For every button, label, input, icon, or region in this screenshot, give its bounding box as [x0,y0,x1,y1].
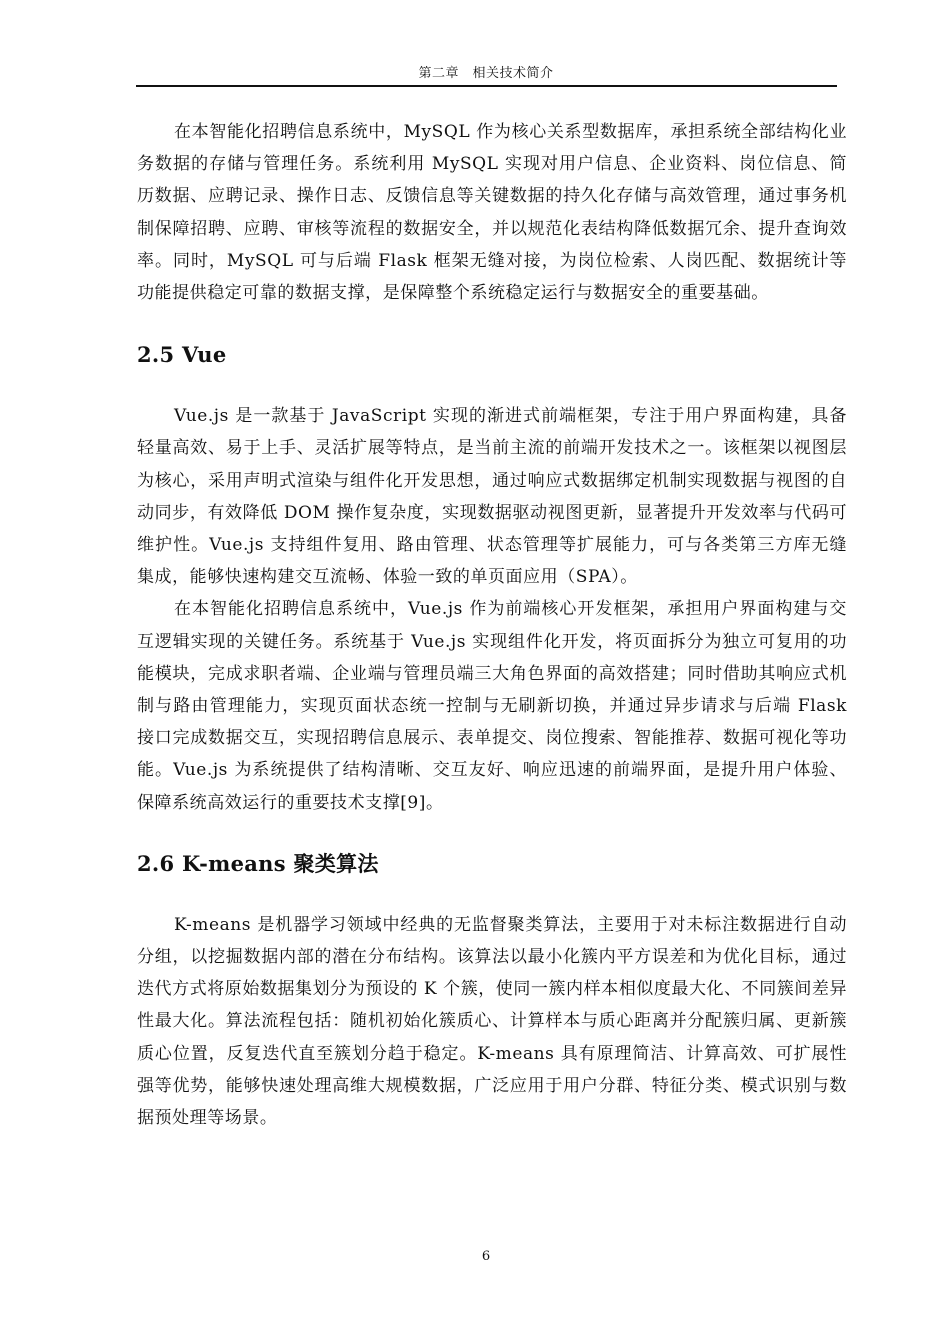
header-rule [136,85,837,87]
section-heading-kmeans: 2.6 K-means 聚类算法 [137,850,379,876]
section-heading-vue: 2.5 Vue [137,342,227,368]
page-body [137,116,847,1134]
running-header: 第二章 相关技术简介 [418,66,554,81]
page-number: 6 [481,1249,491,1264]
paragraph-mysql-role: 在本智能化招聘信息系统中，MySQL 作为核心关系型数据库，承担系统全部结构化业务数据的存储与管理任务。系统利用 MySQL 实现对用户信息、企业资料、岗位信息、简历数据、应聘记录、操作日志、反馈信息等关键数据的持久化存储与高效管理，通过事务机制保障招聘、应聘、审核等流程的数据安全，并以规范化表结构降低数据冗余、提升查询效率。同时，MySQL 可与后端 Flask 框架无缝对接，为岗位检索、人岗匹配、数据统计等功能提供稳定可靠的数据支撑，是保障整个系统稳定运行与数据安全的重要基础。 [137,122,847,304]
paragraph-kmeans-intro: K-means 是机器学习领域中经典的无监督聚类算法，主要用于对未标注数据进行自动分组，以挖掘数据内部的潜在分布结构。该算法以最小化簇内平方误差和为优化目标，通过迭代方式将原始数据集划分为预设的 K 个簇，使同一簇内样本相似度最大化、不同簇间差异性最大化。算法流程包括：随机初始化簇质心、计算样本与质心距离并分配簇归属、更新簇质心位置，反复迭代直至簇划分趋于稳定。K-means 具有原理简洁、计算高效、可扩展性强等优势，能够快速处理高维大规模数据，广泛应用于用户分群、特征分类、模式识别与数据预处理等场景。 [137,914,847,1129]
paragraph-vue-role: 在本智能化招聘信息系统中，Vue.js 作为前端核心开发框架，承担用户界面构建与交互逻辑实现的关键任务。系统基于 Vue.js 实现组件化开发，将页面拆分为独立可复用的功能模块，完成求职者端、企业端与管理员端三大角色界面的高效搭建；同时借助其响应式机制与路由管理能力，实现页面状态统一控制与无刷新切换，并通过异步请求与后端 Flask 接口完成数据交互，实现招聘信息展示、表单提交、岗位搜索、智能推荐、数据可视化等功能。Vue.js 为系统提供了结构清晰、交互友好、响应迅速的前端界面，是提升用户体验、保障系统高效运行的重要技术支撑[9]。 [137,599,847,813]
paragraph-vue-intro: Vue.js 是一款基于 JavaScript 实现的渐进式前端框架，专注于用户界面构建，具备轻量高效、易于上手、灵活扩展等特点，是当前主流的前端开发技术之一。该框架以视图层为核心，采用声明式渲染与组件化开发思想，通过响应式数据绑定机制实现数据与视图的自动同步，有效降低 DOM 操作复杂度，实现数据驱动视图更新，显著提升开发效率与代码可维护性。Vue.js 支持组件复用、路由管理、状态管理等扩展能力，可与各类第三方库无缝集成，能够快速构建交互流畅、体验一致的单页面应用（SPA）。 [137,406,847,588]
